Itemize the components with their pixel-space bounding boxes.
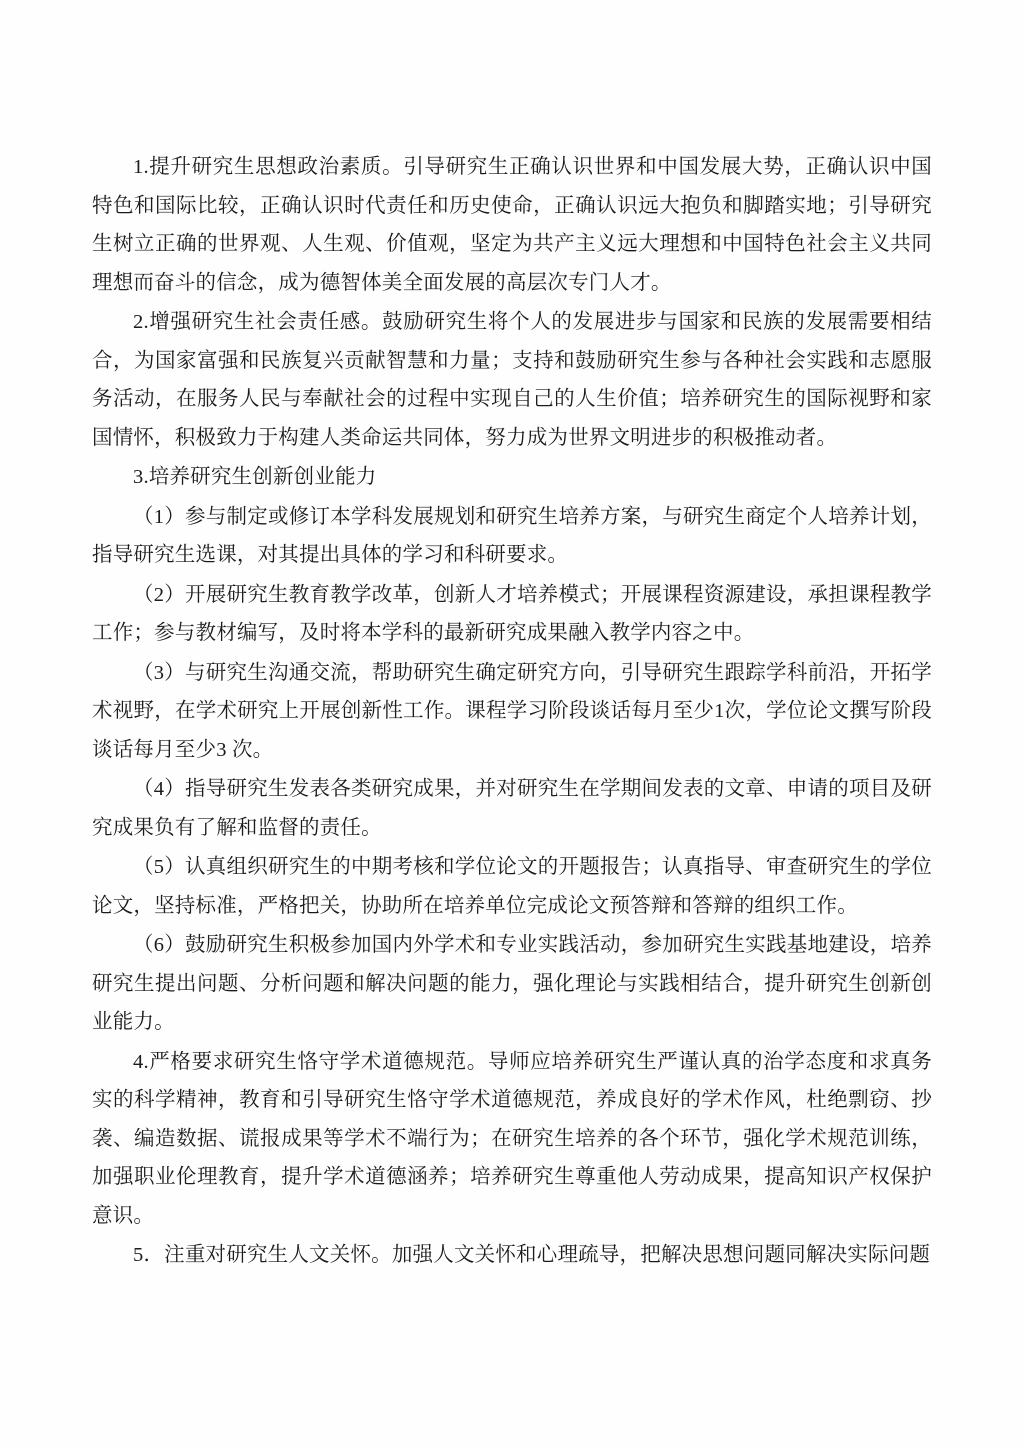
paragraph: （1）参与制定或修订本学科发展规划和研究生培养方案，与研究生商定个人培养计划，指导研究生选课，对其提出具体的学习和科研要求。 xyxy=(92,505,932,566)
paragraph: 5．注重对研究生人文关怀。加强人文关怀和心理疏导，把解决思想问题同解决实际问题 xyxy=(133,1244,931,1266)
paragraph: 3.培养研究生创新创业能力 xyxy=(133,466,377,488)
paragraph: （6）鼓励研究生积极参加国内外学术和专业实践活动，参加研究生实践基地建设，培养研究生提出问题、分析问题和解决问题的能力，强化理论与实践相结合，提升研究生创新创业能力。 xyxy=(92,934,932,1033)
document-body xyxy=(92,148,932,1275)
paragraph: （4）指导研究生发表各类研究成果，并对研究生在学期间发表的文章、申请的项目及研究成果负有了解和监督的责任。 xyxy=(92,778,932,839)
paragraph: 1.提升研究生思想政治素质。引导研究生正确认识世界和中国发展大势，正确认识中国特色和国际比较，正确认识时代责任和历史使命，正确认识远大抱负和脚踏实地；引导研究生树立正确的世界观、人生观、价值观，坚定为共产主义远大理想和中国特色社会主义共同理想而奋斗的信念，成为德智体美全面发展的高层次专门人才。 xyxy=(92,156,932,294)
paragraph: 4.严格要求研究生恪守学术道德规范。导师应培养研究生严谨认真的治学态度和求真务实的科学精神，教育和引导研究生恪守学术道德规范，养成良好的学术作风，杜绝剽窃、抄袭、编造数据、谎报成果等学术不端行为；在研究生培养的各个环节，强化学术规范训练，加强职业伦理教育，提升学术道德涵养；培养研究生尊重他人劳动成果，提高知识产权保护意识。 xyxy=(92,1050,932,1227)
paragraph: （2）开展研究生教育教学改革，创新人才培养模式；开展课程资源建设，承担课程教学工作；参与教材编写，及时将本学科的最新研究成果融入教学内容之中。 xyxy=(92,583,932,644)
paragraph: 2.增强研究生社会责任感。鼓励研究生将个人的发展进步与国家和民族的发展需要相结合，为国家富强和民族复兴贡献智慧和力量；支持和鼓励研究生参与各种社会实践和志愿服务活动，在服务人民与奉献社会的过程中实现自己的人生价值；培养研究生的国际视野和家国情怀，积极致力于构建人类命运共同体，努力成为世界文明进步的积极推动者。 xyxy=(92,311,932,449)
paragraph: （3）与研究生沟通交流，帮助研究生确定研究方向，引导研究生跟踪学科前沿，开拓学术视野，在学术研究上开展创新性工作。课程学习阶段谈话每月至少1次，学位论文撰写阶段谈话每月至少3 次。 xyxy=(92,661,932,761)
paragraph: （5）认真组织研究生的中期考核和学位论文的开题报告；认真指导、审查研究生的学位论文，坚持标准，严格把关，协助所在培养单位完成论文预答辩和答辩的组织工作。 xyxy=(92,856,932,917)
